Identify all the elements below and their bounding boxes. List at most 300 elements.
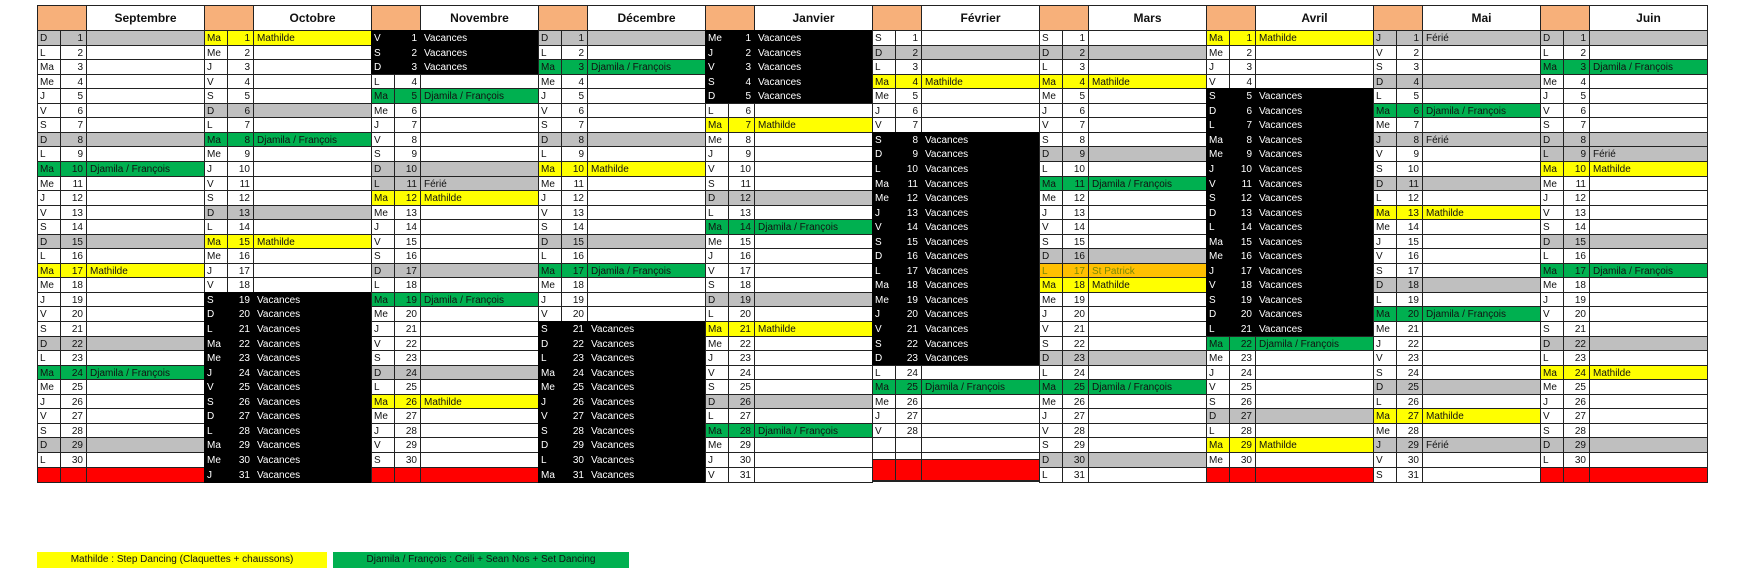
day-weekday: Ma	[705, 321, 729, 337]
day-event: Mathilde	[1255, 30, 1374, 46]
day-event: Mathilde	[1255, 437, 1374, 453]
day-event: Vacances	[587, 423, 706, 439]
day-weekday: Me	[538, 176, 562, 192]
month-header-swatch	[1039, 5, 1089, 31]
day-number: 2	[1062, 45, 1089, 61]
day-number: 26	[1062, 394, 1089, 410]
day-number: 28	[728, 423, 755, 439]
day-weekday: J	[1206, 365, 1230, 381]
day-weekday: J	[371, 321, 395, 337]
day-weekday: Me	[872, 394, 896, 410]
legend-mathilde: Mathilde : Step Dancing (Claquettes + chaussons)	[37, 552, 327, 568]
day-event: Djamila / François	[1422, 103, 1541, 119]
day-weekday: D	[1039, 45, 1063, 61]
day-weekday: Ma	[538, 59, 562, 75]
month-name: Mars	[1088, 5, 1207, 31]
day-event: Vacances	[587, 437, 706, 453]
month-column	[371, 5, 538, 540]
day-weekday: S	[1206, 88, 1230, 104]
day-number: 30	[1563, 452, 1590, 468]
day-weekday: V	[1373, 452, 1397, 468]
day-number: 9	[1396, 146, 1423, 162]
day-weekday: J	[1373, 30, 1397, 46]
day-number: 26	[1396, 394, 1423, 410]
day-number: 9	[394, 146, 421, 162]
day-weekday: Me	[1540, 277, 1564, 293]
day-weekday: Me	[705, 132, 729, 148]
day-weekday: D	[538, 437, 562, 453]
month-end-marker	[1206, 467, 1230, 483]
day-weekday: Me	[872, 292, 896, 308]
day-number: 18	[728, 277, 755, 293]
day-weekday: V	[1206, 176, 1230, 192]
day-weekday: Me	[705, 437, 729, 453]
day-event: Vacances	[587, 467, 706, 483]
day-number: 9	[728, 146, 755, 162]
day-number: 8	[895, 132, 922, 148]
day-weekday: Ma	[37, 59, 61, 75]
day-weekday: L	[1039, 59, 1063, 75]
day-number: 5	[227, 88, 254, 104]
day-weekday: V	[1206, 74, 1230, 90]
day-weekday: Ma	[872, 74, 896, 90]
day-number: 3	[895, 59, 922, 75]
day-weekday: J	[1540, 88, 1564, 104]
day-weekday: L	[538, 146, 562, 162]
day-event: Vacances	[420, 59, 539, 75]
day-event: Vacances	[1255, 88, 1374, 104]
month-header-swatch	[538, 5, 588, 31]
day-weekday: S	[204, 190, 228, 206]
month-header-swatch	[705, 5, 755, 31]
day-event: Vacances	[921, 205, 1040, 221]
day-number: 20	[227, 306, 254, 322]
day-weekday: D	[1373, 74, 1397, 90]
day-weekday: J	[872, 103, 896, 119]
day-weekday: J	[1206, 59, 1230, 75]
day-weekday: J	[538, 292, 562, 308]
month-column	[705, 5, 872, 540]
day-weekday: L	[204, 321, 228, 337]
day-weekday: V	[37, 306, 61, 322]
day-number: 24	[1563, 365, 1590, 381]
day-number: 3	[561, 59, 588, 75]
day-number: 21	[895, 321, 922, 337]
day-weekday: Me	[1540, 176, 1564, 192]
day-weekday: Ma	[1039, 176, 1063, 192]
day-number: 12	[1396, 190, 1423, 206]
day-event: Mathilde	[86, 263, 205, 279]
month-header-swatch	[1373, 5, 1423, 31]
day-number: 4	[895, 74, 922, 90]
day-weekday: Ma	[37, 365, 61, 381]
day-number: 7	[394, 117, 421, 133]
day-number: 17	[561, 263, 588, 279]
day-event: Vacances	[587, 350, 706, 366]
day-weekday: L	[1039, 161, 1063, 177]
day-number: 3	[1396, 59, 1423, 75]
day-number: 5	[895, 88, 922, 104]
day-weekday: L	[37, 350, 61, 366]
day-number: 1	[60, 30, 87, 46]
day-number: 26	[728, 394, 755, 410]
day-weekday: S	[371, 350, 395, 366]
day-weekday: J	[371, 219, 395, 235]
day-weekday: Me	[204, 452, 228, 468]
day-number: 22	[561, 336, 588, 352]
day-weekday: Me	[538, 277, 562, 293]
day-number: 9	[227, 146, 254, 162]
day-weekday: V	[705, 365, 729, 381]
day-number: 9	[561, 146, 588, 162]
day-number: 2	[1563, 45, 1590, 61]
day-weekday: V	[872, 219, 896, 235]
day-number: 13	[561, 205, 588, 221]
day-number: 28	[60, 423, 87, 439]
day-weekday: L	[538, 248, 562, 264]
month-end-marker	[872, 459, 896, 481]
day-number: 15	[1563, 234, 1590, 250]
day-weekday: L	[538, 350, 562, 366]
day-weekday: L	[872, 263, 896, 279]
day-weekday: J	[371, 117, 395, 133]
day-weekday: S	[1206, 292, 1230, 308]
day-number: 4	[60, 74, 87, 90]
day-weekday: S	[37, 321, 61, 337]
month-header-swatch	[204, 5, 254, 31]
day-weekday: S	[1373, 263, 1397, 279]
day-number: 12	[561, 190, 588, 206]
day-weekday: Me	[1039, 190, 1063, 206]
day-number: 15	[227, 234, 254, 250]
day-number: 19	[1229, 292, 1256, 308]
day-weekday: Me	[1206, 452, 1230, 468]
month-name: Avril	[1255, 5, 1374, 31]
day-weekday: J	[1206, 161, 1230, 177]
day-weekday: L	[37, 45, 61, 61]
day-number: 21	[394, 321, 421, 337]
day-number: 30	[394, 452, 421, 468]
day-number: 7	[1229, 117, 1256, 133]
day-weekday: L	[538, 45, 562, 61]
month-column	[1039, 5, 1206, 540]
day-weekday: S	[371, 248, 395, 264]
day-weekday: S	[538, 219, 562, 235]
day-number: 6	[1396, 103, 1423, 119]
day-number: 7	[60, 117, 87, 133]
day-number: 10	[227, 161, 254, 177]
day-number: 4	[728, 74, 755, 90]
month-end-marker	[394, 467, 421, 483]
day-weekday: Me	[1039, 292, 1063, 308]
day-weekday: S	[37, 423, 61, 439]
day-weekday: Ma	[705, 117, 729, 133]
month-name: Janvier	[754, 5, 873, 31]
day-number: 5	[1062, 88, 1089, 104]
day-weekday: Ma	[371, 292, 395, 308]
day-weekday: S	[705, 176, 729, 192]
day-event: St Patrick	[1088, 263, 1207, 279]
day-weekday: S	[1373, 365, 1397, 381]
day-weekday: S	[1373, 467, 1397, 483]
day-weekday: L	[37, 248, 61, 264]
day-weekday: D	[371, 365, 395, 381]
day-weekday: Ma	[705, 423, 729, 439]
day-weekday: L	[1039, 365, 1063, 381]
day-number: 14	[1396, 219, 1423, 235]
day-number: 27	[895, 408, 922, 424]
day-number: 13	[1563, 205, 1590, 221]
day-number: 7	[227, 117, 254, 133]
day-weekday: Ma	[1039, 379, 1063, 395]
day-weekday: D	[37, 132, 61, 148]
day-weekday: L	[204, 423, 228, 439]
day-number: 18	[1396, 277, 1423, 293]
day-weekday: L	[37, 146, 61, 162]
day-number: 9	[1062, 146, 1089, 162]
day-number: 6	[561, 103, 588, 119]
day-number: 6	[728, 103, 755, 119]
day-weekday: S	[1373, 59, 1397, 75]
day-weekday: L	[371, 176, 395, 192]
day-weekday: L	[204, 117, 228, 133]
day-weekday: J	[1373, 437, 1397, 453]
day-number: 19	[728, 292, 755, 308]
day-number: 18	[227, 277, 254, 293]
day-weekday: J	[1373, 234, 1397, 250]
day-weekday: V	[371, 234, 395, 250]
day-number: 12	[1229, 190, 1256, 206]
day-number: 6	[60, 103, 87, 119]
day-weekday: V	[1039, 117, 1063, 133]
month-name: Octobre	[253, 5, 372, 31]
day-number: 31	[561, 467, 588, 483]
day-weekday: J	[872, 306, 896, 322]
day-number: 21	[1396, 321, 1423, 337]
month-end-marker	[420, 467, 539, 483]
day-weekday: Me	[1206, 146, 1230, 162]
day-weekday: J	[538, 394, 562, 410]
day-number: 15	[561, 234, 588, 250]
day-number: 27	[60, 408, 87, 424]
day-number: 5	[561, 88, 588, 104]
day-event: Férié	[420, 176, 539, 192]
day-weekday: V	[1039, 423, 1063, 439]
day-number: 20	[1062, 306, 1089, 322]
day-number: 6	[895, 103, 922, 119]
day-weekday: L	[1373, 394, 1397, 410]
day-event: Vacances	[253, 321, 372, 337]
day-weekday: S	[1540, 219, 1564, 235]
day-weekday: Ma	[1540, 161, 1564, 177]
day-event: Djamila / François	[1088, 176, 1207, 192]
month-header-swatch	[1540, 5, 1590, 31]
day-number: 5	[1563, 88, 1590, 104]
day-weekday: L	[1540, 146, 1564, 162]
day-number: 5	[1396, 88, 1423, 104]
month-column	[37, 5, 204, 540]
month-name: Novembre	[420, 5, 539, 31]
day-number: 6	[394, 103, 421, 119]
day-number: 7	[561, 117, 588, 133]
day-weekday: S	[1039, 336, 1063, 352]
day-number: 23	[561, 350, 588, 366]
day-weekday: D	[1540, 30, 1564, 46]
day-weekday: V	[1540, 103, 1564, 119]
day-number: 26	[1229, 394, 1256, 410]
day-weekday: Me	[371, 103, 395, 119]
day-number: 29	[227, 437, 254, 453]
month-header-swatch	[37, 5, 87, 31]
day-number: 15	[1396, 234, 1423, 250]
day-number: 28	[1396, 423, 1423, 439]
day-event: Vacances	[253, 292, 372, 308]
day-number: 18	[60, 277, 87, 293]
day-event: Vacances	[1255, 263, 1374, 279]
day-number: 31	[227, 467, 254, 483]
day-number: 15	[895, 234, 922, 250]
day-weekday: Me	[705, 336, 729, 352]
day-weekday: L	[872, 161, 896, 177]
month-column	[1206, 5, 1373, 540]
day-number: 11	[60, 176, 87, 192]
day-weekday: D	[1373, 277, 1397, 293]
day-weekday: J	[705, 248, 729, 264]
day-number: 24	[895, 365, 922, 381]
day-weekday: Me	[37, 277, 61, 293]
day-weekday: Ma	[204, 437, 228, 453]
day-number: 22	[60, 336, 87, 352]
day-weekday: V	[538, 306, 562, 322]
day-number: 27	[227, 408, 254, 424]
day-number: 16	[1563, 248, 1590, 264]
day-number: 29	[561, 437, 588, 453]
day-weekday: J	[204, 59, 228, 75]
day-number: 19	[1396, 292, 1423, 308]
day-event: Vacances	[1255, 234, 1374, 250]
day-weekday: V	[1039, 321, 1063, 337]
day-weekday: V	[872, 117, 896, 133]
day-number: 14	[895, 219, 922, 235]
day-number: 22	[1229, 336, 1256, 352]
day-weekday: Ma	[705, 219, 729, 235]
day-weekday: D	[1039, 146, 1063, 162]
day-weekday: J	[204, 467, 228, 483]
day-event: Vacances	[921, 277, 1040, 293]
day-weekday: Me	[705, 30, 729, 46]
day-weekday: D	[1540, 234, 1564, 250]
day-number: 21	[60, 321, 87, 337]
day-number: 25	[1062, 379, 1089, 395]
day-weekday: Me	[538, 74, 562, 90]
day-weekday: Me	[37, 74, 61, 90]
month-end-marker	[1563, 467, 1590, 483]
day-number: 13	[728, 205, 755, 221]
day-number: 26	[60, 394, 87, 410]
day-number: 8	[1563, 132, 1590, 148]
day-number: 6	[1062, 103, 1089, 119]
day-weekday: Me	[872, 88, 896, 104]
day-number: 12	[394, 190, 421, 206]
day-weekday: D	[1206, 205, 1230, 221]
day-number: 13	[1396, 205, 1423, 221]
day-weekday: V	[1540, 306, 1564, 322]
day-number: 23	[227, 350, 254, 366]
day-number: 20	[1229, 306, 1256, 322]
day-number: 5	[728, 88, 755, 104]
day-event: Mathilde	[754, 321, 873, 337]
day-number: 27	[1062, 408, 1089, 424]
day-weekday: J	[37, 394, 61, 410]
day-weekday: J	[204, 365, 228, 381]
day-number: 20	[394, 306, 421, 322]
day-weekday: Me	[872, 190, 896, 206]
day-weekday: J	[705, 45, 729, 61]
day-event: Djamila / François	[1255, 336, 1374, 352]
day-weekday: Me	[371, 205, 395, 221]
day-number: 17	[60, 263, 87, 279]
day-weekday: S	[1206, 394, 1230, 410]
day-number: 25	[561, 379, 588, 395]
day-number: 7	[728, 117, 755, 133]
day-weekday: S	[705, 277, 729, 293]
day-number: 2	[1396, 45, 1423, 61]
day-event: Djamila / François	[86, 161, 205, 177]
day-weekday: Ma	[37, 263, 61, 279]
day-weekday: Ma	[538, 263, 562, 279]
day-number: 21	[227, 321, 254, 337]
day-weekday: Ma	[872, 379, 896, 395]
day-weekday: D	[204, 103, 228, 119]
day-weekday: Ma	[204, 132, 228, 148]
day-number: 1	[728, 30, 755, 46]
day-number: 18	[394, 277, 421, 293]
day-weekday: S	[371, 452, 395, 468]
day-number: 26	[561, 394, 588, 410]
day-weekday: Ma	[1540, 365, 1564, 381]
day-number: 2	[895, 45, 922, 61]
day-number: 25	[895, 379, 922, 395]
day-weekday: D	[1373, 379, 1397, 395]
day-weekday: V	[1540, 408, 1564, 424]
day-number: 13	[60, 205, 87, 221]
day-event: Djamila / François	[587, 59, 706, 75]
day-weekday: J	[705, 452, 729, 468]
day-weekday: D	[204, 205, 228, 221]
day-weekday: Ma	[1039, 74, 1063, 90]
day-weekday: V	[204, 176, 228, 192]
day-number: 18	[561, 277, 588, 293]
day-number: 17	[1563, 263, 1590, 279]
day-number: 26	[394, 394, 421, 410]
day-number: 19	[1062, 292, 1089, 308]
day-weekday: Ma	[1540, 59, 1564, 75]
day-number: 2	[561, 45, 588, 61]
day-weekday: Me	[371, 306, 395, 322]
day-number: 19	[60, 292, 87, 308]
day-number: 24	[728, 365, 755, 381]
day-weekday: L	[705, 408, 729, 424]
day-weekday: L	[37, 452, 61, 468]
month-end-marker	[1229, 467, 1256, 483]
day-weekday: D	[1206, 306, 1230, 322]
day-weekday: J	[872, 408, 896, 424]
day-number: 11	[227, 176, 254, 192]
day-number: 3	[1229, 59, 1256, 75]
day-number: 23	[895, 350, 922, 366]
day-number: 21	[1229, 321, 1256, 337]
day-weekday: J	[37, 190, 61, 206]
